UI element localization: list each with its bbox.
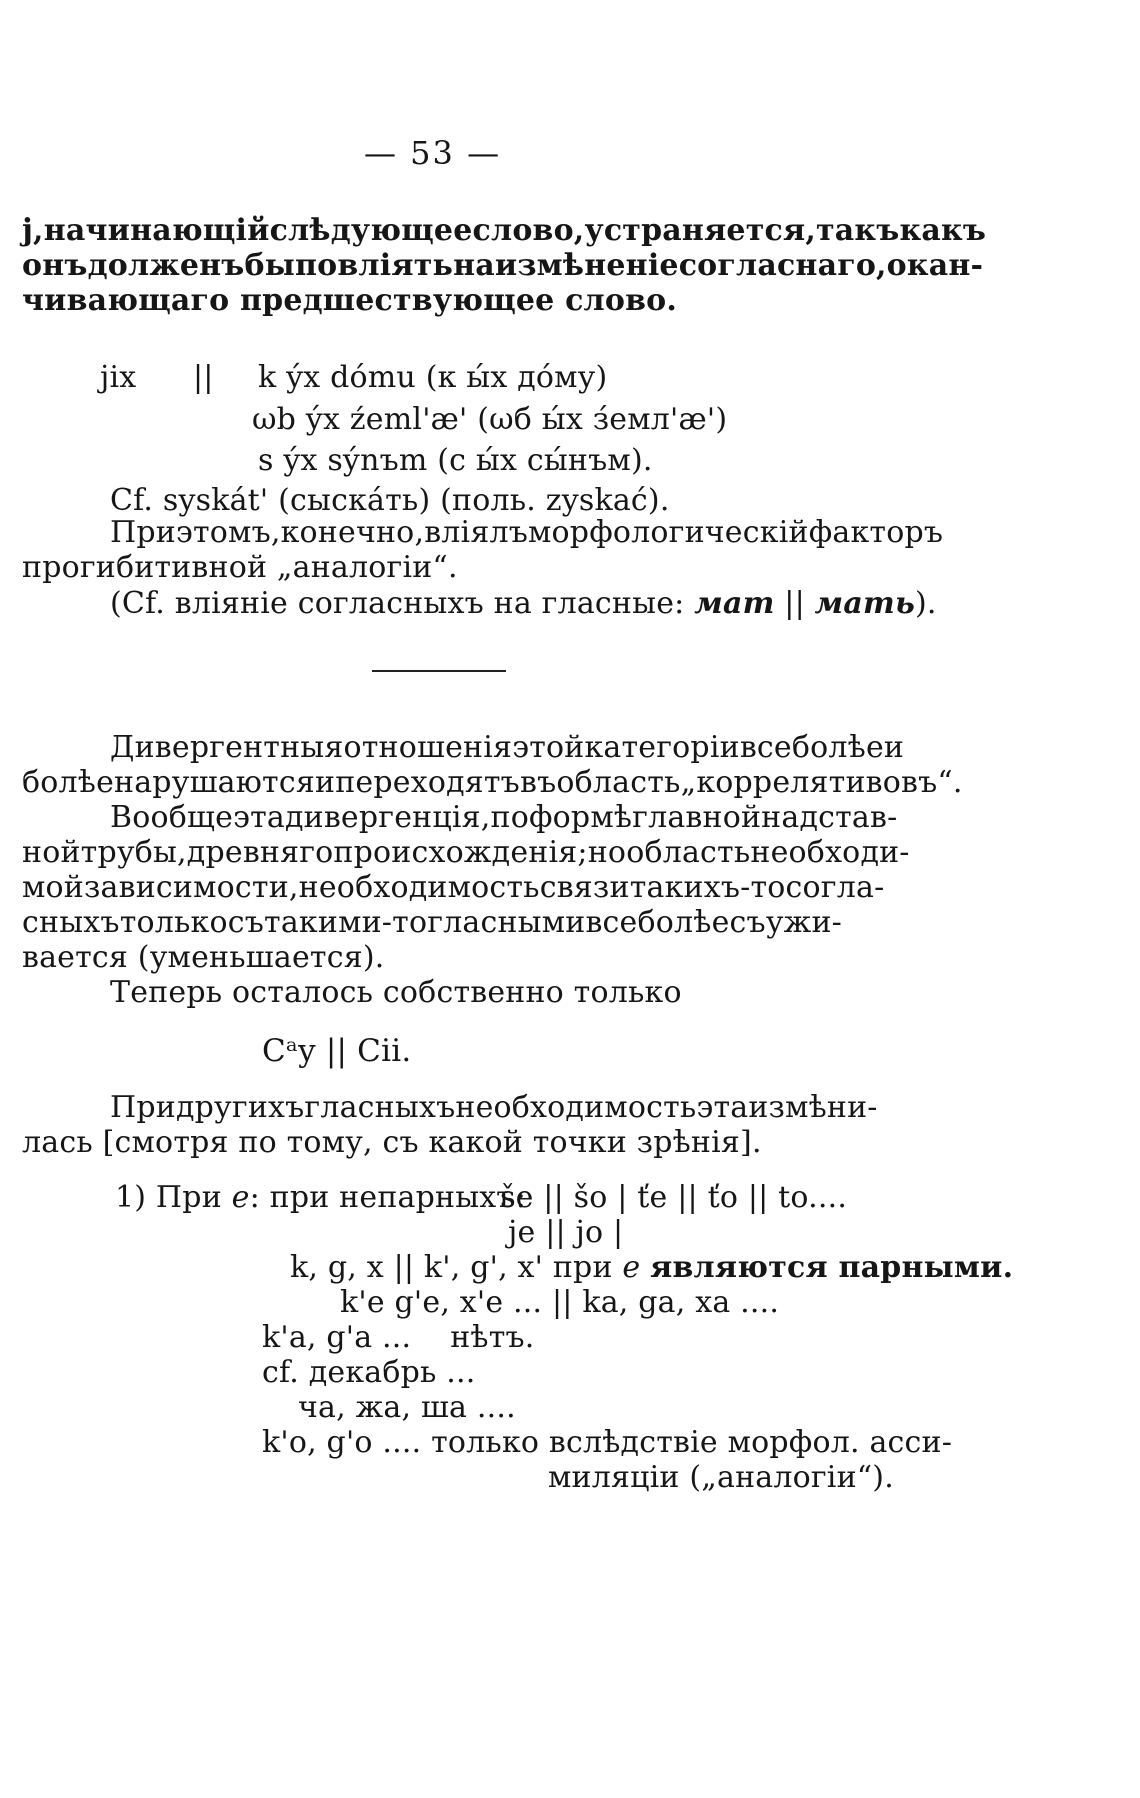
italic-letter: e <box>622 1250 641 1285</box>
word: трубы, <box>80 835 187 870</box>
word: повліять <box>295 248 454 283</box>
word: устраняется, <box>584 213 816 248</box>
separator: || <box>784 586 805 621</box>
italic-word: мат <box>694 586 775 621</box>
word: измѣни- <box>748 1090 878 1125</box>
cf-line: Cf. syskát' (сыска́ть) (поль. zyskać). <box>110 483 670 518</box>
word: начинающій <box>43 213 270 248</box>
word: j, <box>22 213 44 248</box>
word: связи <box>539 870 630 905</box>
word: этой <box>512 730 585 765</box>
list-line-4: k'a, g'a ... нѣтъ. <box>262 1320 535 1355</box>
p1-line-1 <box>22 213 987 249</box>
word: При <box>110 515 176 550</box>
word: отношенія <box>343 730 513 765</box>
word: факторъ <box>808 515 944 550</box>
p1-line-3: чивающаго предшествующее слово. <box>22 283 678 318</box>
word: нарушаются <box>114 765 315 800</box>
word: бы <box>244 248 295 283</box>
text: ). <box>914 586 937 621</box>
word: согла- <box>785 870 885 905</box>
text: являются парными. <box>650 1250 1014 1285</box>
word: съужи- <box>729 905 843 940</box>
word: болѣе <box>22 765 115 800</box>
word: гласными <box>427 905 586 940</box>
p3-line-2 <box>22 765 963 801</box>
p3-line-4 <box>22 835 910 871</box>
example-label: jix <box>100 360 137 395</box>
word: и <box>315 765 336 800</box>
word: болѣе <box>791 730 884 765</box>
p4-line-2: лась [смотря по тому, съ какой точки зрѣнія]. <box>22 1125 762 1160</box>
word: дивергенція, <box>284 800 491 835</box>
word: формѣ <box>528 800 633 835</box>
p3-line-8: Теперь осталось собственно только <box>110 975 682 1010</box>
text: (Cf. вліяніе согласныхъ на гласные: <box>110 586 685 621</box>
word: конечно, <box>280 515 425 550</box>
word: долженъ <box>87 248 245 283</box>
list-item-1-sub: je || jo | <box>508 1215 624 1250</box>
word: только <box>119 905 228 940</box>
word: необходи- <box>750 835 910 870</box>
p2-line-1 <box>110 515 944 551</box>
list-line-5: cf. декабрь ... <box>262 1355 476 1390</box>
word: эта <box>233 800 285 835</box>
word: такъ <box>815 213 900 248</box>
word: въ <box>519 765 557 800</box>
word: все <box>739 730 792 765</box>
example-line-3: s ýx sýnъm (с ы́х сы́нъм). <box>258 443 653 478</box>
word: главной <box>632 800 762 835</box>
word: область <box>626 835 751 870</box>
word: древняго <box>186 835 334 870</box>
list-line-8: миляціи („аналогіи“). <box>548 1460 894 1495</box>
word: ной <box>22 835 81 870</box>
text: : при непарныхъ: <box>249 1180 527 1215</box>
word: Вообще <box>110 800 234 835</box>
p3-line-6 <box>22 905 843 941</box>
word: эта <box>696 1090 749 1125</box>
italic-letter: e <box>231 1180 250 1215</box>
word: необходимость <box>298 870 540 905</box>
section-divider <box>372 670 506 672</box>
formula: Cᵃy || Cii. <box>262 1033 412 1069</box>
example-separator: || <box>193 360 214 395</box>
word: такими-то <box>264 905 428 940</box>
p2-line-3 <box>110 586 937 622</box>
italic-word: мать <box>814 586 915 621</box>
word: такихъ-то <box>629 870 786 905</box>
word: какъ <box>899 213 987 248</box>
word: этомъ, <box>175 515 281 550</box>
word: надстав- <box>761 800 898 835</box>
word: онъ <box>22 248 88 283</box>
word: согласнаго, <box>678 248 887 283</box>
word: необходимость <box>455 1090 697 1125</box>
list-line-2 <box>290 1250 1013 1286</box>
word: мой <box>22 870 84 905</box>
word: по <box>490 800 529 835</box>
word: окан- <box>886 248 984 283</box>
word: категоріи <box>584 730 740 765</box>
p1-line-2 <box>22 248 984 284</box>
word: вліялъ <box>424 515 528 550</box>
word: и <box>883 730 905 765</box>
example-line-2: ωb ýx źeml'æ' (ωб ы́х з́емл'æ') <box>252 402 728 437</box>
word: зависимости, <box>84 870 299 905</box>
word: другихъ <box>175 1090 305 1125</box>
list-item-1 <box>115 1180 526 1216</box>
word: переходятъ <box>335 765 520 800</box>
word: Дивергентныя <box>110 730 344 765</box>
word: сныхъ <box>22 905 120 940</box>
word: „коррелятивовъ“. <box>680 765 963 800</box>
p3-line-7: вается (уменьшается). <box>22 940 385 975</box>
word: гласныхъ <box>304 1090 456 1125</box>
list-line-3: k'e g'e, x'e ... || ka, ga, xa .... <box>340 1285 780 1320</box>
word: слово, <box>472 213 585 248</box>
p2-line-2: прогибитивной „аналогіи“. <box>22 550 458 585</box>
word: на <box>453 248 495 283</box>
list-item-1-tail: še || šo | ťe || ťo || to.... <box>500 1180 848 1215</box>
p3-line-5 <box>22 870 885 906</box>
word: но <box>587 835 627 870</box>
word: съ <box>227 905 265 940</box>
word: болѣе <box>637 905 730 940</box>
text: k, g, x || k', g', x' при <box>290 1250 613 1285</box>
p4-line-1 <box>110 1090 878 1126</box>
word: происхожденія; <box>333 835 588 870</box>
page-number: — 53 — <box>364 134 502 172</box>
word: все <box>585 905 638 940</box>
example-line-1: k ýx dómu (к ы́х до́му) <box>258 360 608 395</box>
word: измѣненіе <box>494 248 679 283</box>
word: При <box>110 1090 176 1125</box>
word: морфологическій <box>528 515 809 550</box>
p3-line-3 <box>110 800 898 836</box>
text: 1) При <box>115 1180 222 1215</box>
word: область <box>556 765 681 800</box>
list-line-6: ча, жа, ша .... <box>298 1390 516 1425</box>
word: слѣдующее <box>269 213 473 248</box>
list-line-7: k'o, g'o .... только вслѣдствіе морфол. асси- <box>262 1425 953 1460</box>
p3-line-1 <box>110 730 905 766</box>
